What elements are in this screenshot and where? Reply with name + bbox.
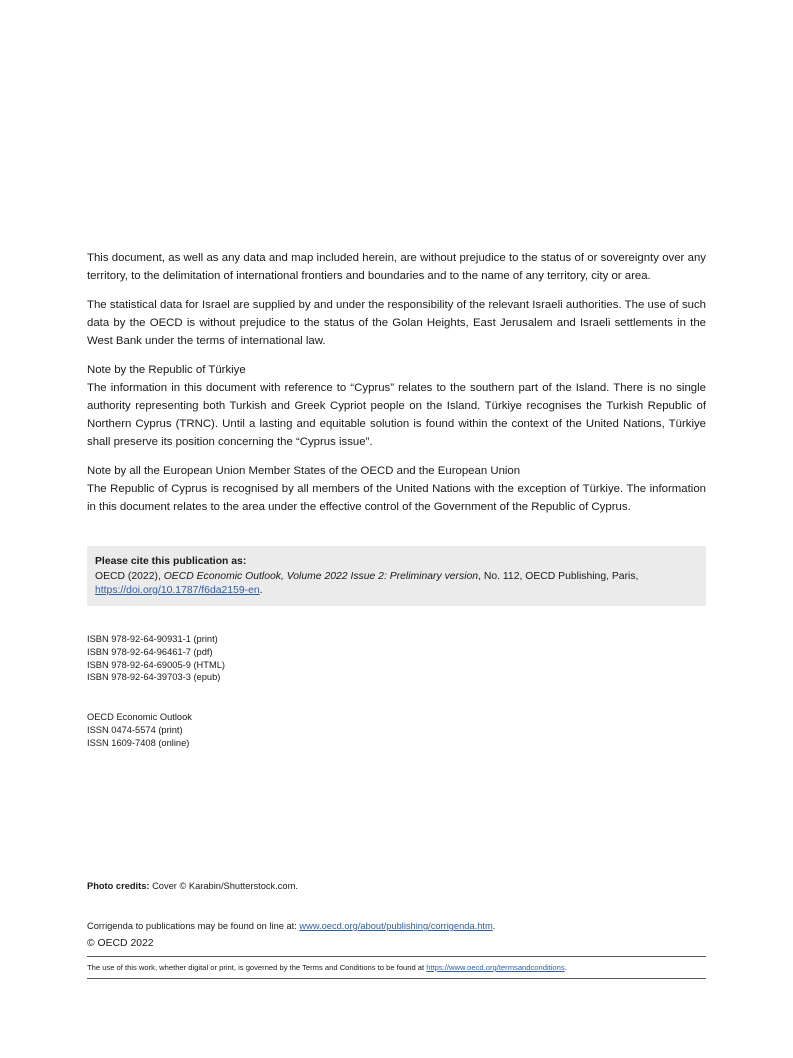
terms-note <box>87 963 567 972</box>
turkiye-note-title: Note by the Republic of Türkiye <box>87 364 246 376</box>
photo-credits-label: Photo credits: <box>87 881 150 891</box>
citation-title: OECD Economic Outlook, Volume 2022 Issue 2: Preliminary version <box>163 570 479 582</box>
turkiye-note-text: The information in this document with reference to “Cyprus” relates to the southern part of the Island. There is no single authority representing both Turkish and Greek Cypriot people on the Island. Türkiye recognises the Turkish Republic of Northern Cyprus (TRNC). Until a lasting and equitable solution is found within the context of the United Nations, Türkiye shall preserve its position concerning the “Cyprus issue”. <box>87 382 706 448</box>
issn-online: ISSN 1609-7408 (online) <box>87 737 190 748</box>
isbn-html: ISBN 978-92-64-69005-9 (HTML) <box>87 659 225 670</box>
photo-credits-text: Cover © Karabin/Shutterstock.com. <box>149 881 298 891</box>
citation-heading: Please cite this publication as: <box>95 556 247 567</box>
terms-link[interactable]: https://www.oecd.org/termsandconditions <box>426 963 565 972</box>
isbn-pdf: ISBN 978-92-64-96461-7 (pdf) <box>87 646 213 657</box>
isbn-epub: ISBN 978-92-64-39703-3 (epub) <box>87 672 221 683</box>
corrigenda-note <box>87 921 495 931</box>
disclaimer-section <box>87 249 706 527</box>
isbn-list <box>87 633 225 684</box>
corrigenda-link[interactable]: www.oecd.org/about/publishing/corrigenda.htm <box>299 921 493 931</box>
copyright: © OECD 2022 <box>87 938 154 949</box>
terms-end: . <box>564 963 567 972</box>
series-title: OECD Economic Outlook <box>87 712 192 722</box>
citation-prefix: OECD (2022), <box>95 570 164 582</box>
citation-suffix: , No. 112, OECD Publishing, Paris, <box>478 570 639 582</box>
doi-link[interactable]: https://doi.org/10.1787/f6da2159-en <box>95 585 260 596</box>
isbn-print: ISBN 978-92-64-90931-1 (print) <box>87 634 218 644</box>
divider-bottom <box>87 978 706 979</box>
terms-text: The use of this work, whether digital or print, is governed by the Terms and Conditions to be found at <box>87 963 427 972</box>
series-info <box>87 711 192 749</box>
citation-box <box>87 546 706 606</box>
corrigenda-end: . <box>492 921 496 931</box>
eu-note-text: The Republic of Cyprus is recognised by all members of the United Nations with the exception of Türkiye. The information in this document relates to the area under the effective control of the Government of the Republic of Cyprus. <box>87 483 706 513</box>
israel-data-paragraph: The statistical data for Israel are supplied by and under the responsibility of the relevant Israeli authorities. The use of such data by the OECD is without prejudice to the status of the Golan Heights, East Jerusalem and Israeli settlements in the West Bank under the terms of international law. <box>87 299 706 347</box>
eu-note <box>87 462 706 516</box>
eu-note-title: Note by all the European Union Member States of the OECD and the European Union <box>87 465 521 477</box>
divider-top <box>87 956 706 957</box>
disclaimer-paragraph: This document, as well as any data and map included herein, are without prejudice to the status of or sovereignty over any territory, to the delimitation of international frontiers and boundaries and to the name of any territory, city or area. <box>87 252 706 282</box>
photo-credits <box>87 881 298 891</box>
issn-print: ISSN 0474-5574 (print) <box>87 724 183 735</box>
citation-end: . <box>259 585 263 596</box>
turkiye-note <box>87 361 706 451</box>
corrigenda-text: Corrigenda to publications may be found on line at: <box>87 921 300 931</box>
